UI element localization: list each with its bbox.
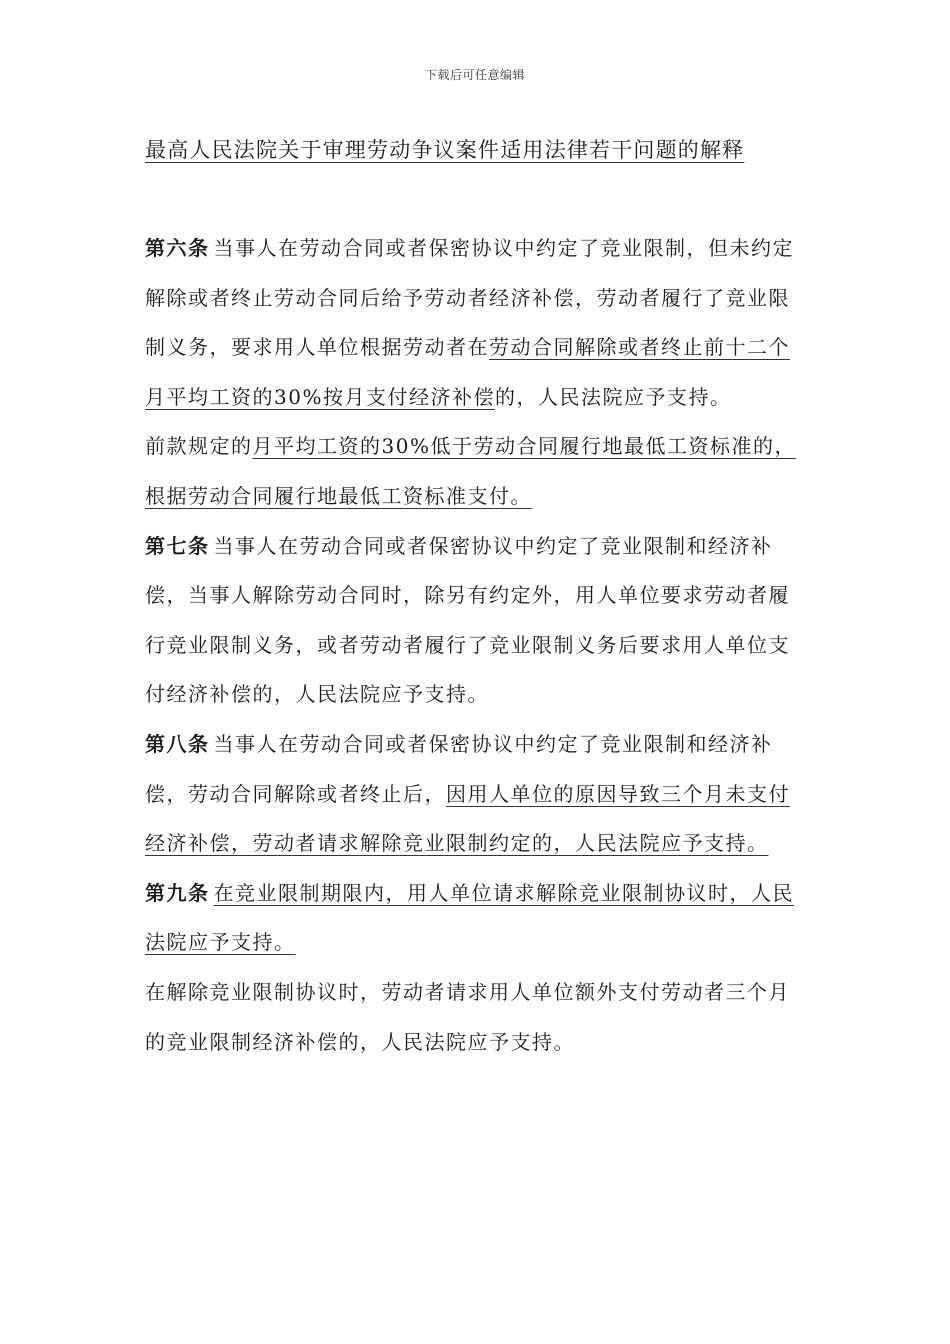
article-9-paragraph-2	[145, 968, 810, 1067]
article-6-p2-text-a: 前款规定的	[145, 434, 253, 459]
article-6-paragraph-1	[145, 224, 810, 422]
article-6-text-b: 的，人民法院应予支持。	[494, 384, 732, 409]
article-6-text-a: 当事人在劳动合同或者保密协议中约定了竞业限制，但未约定解除或者终止劳动合同后给予劳动者经济补偿，劳动者履行了竞业限制义务，要求用人单位根据劳动者在	[145, 236, 794, 360]
article-9-label: 第九条	[145, 880, 210, 905]
article-8-text-underlined: 因用人单位的原因导致三个月未支付经济补偿，劳动者请求解除竞业限制约定的，人民法院应予支持。	[145, 781, 790, 856]
article-6-text-underlined: 劳动合同解除或者终止前十二个月平均工资的30%按月支付经济补偿	[145, 335, 790, 409]
article-6-p2-text-underlined: 月平均工资的30%低于劳动合同履行地最低工资标准的，根据劳动合同履行地最低工资标准支付。	[145, 434, 796, 508]
document-body	[145, 224, 810, 1067]
article-6-paragraph-2	[145, 422, 810, 521]
article-9-paragraph-1	[145, 869, 810, 968]
article-9-p2-text: 在解除竞业限制协议时，劳动者请求用人单位额外支付劳动者三个月的竞业限制经济补偿的，人民法院应予支持。	[145, 979, 790, 1054]
article-8-text-a: 当事人在劳动合同或者保密协议中约定了竞业限制和经济补偿，劳动合同解除或者终止后，	[145, 731, 773, 806]
article-9-text-underlined: 在竞业限制期限内，用人单位请求解除竞业限制协议时，人民法院应予支持。	[145, 880, 794, 955]
article-7-paragraph	[145, 522, 810, 720]
article-7-text: 当事人在劳动合同或者保密协议中约定了竞业限制和经济补偿，当事人解除劳动合同时，除另有约定外，用人单位要求劳动者履行竞业限制义务，或者劳动者履行了竞业限制义务后要求用人单位支付经济补偿的，人民法院应予支持。	[145, 533, 790, 707]
article-7-label: 第七条	[145, 533, 210, 558]
article-8-paragraph	[145, 720, 810, 869]
document-title	[145, 134, 805, 166]
page-header: 下载后可任意编辑	[424, 68, 525, 82]
document-title-text: 最高人民法院关于审理劳动争议案件适用法律若干问题的解释	[145, 138, 745, 162]
article-6-label: 第六条	[145, 236, 210, 260]
article-8-label: 第八条	[145, 731, 210, 756]
